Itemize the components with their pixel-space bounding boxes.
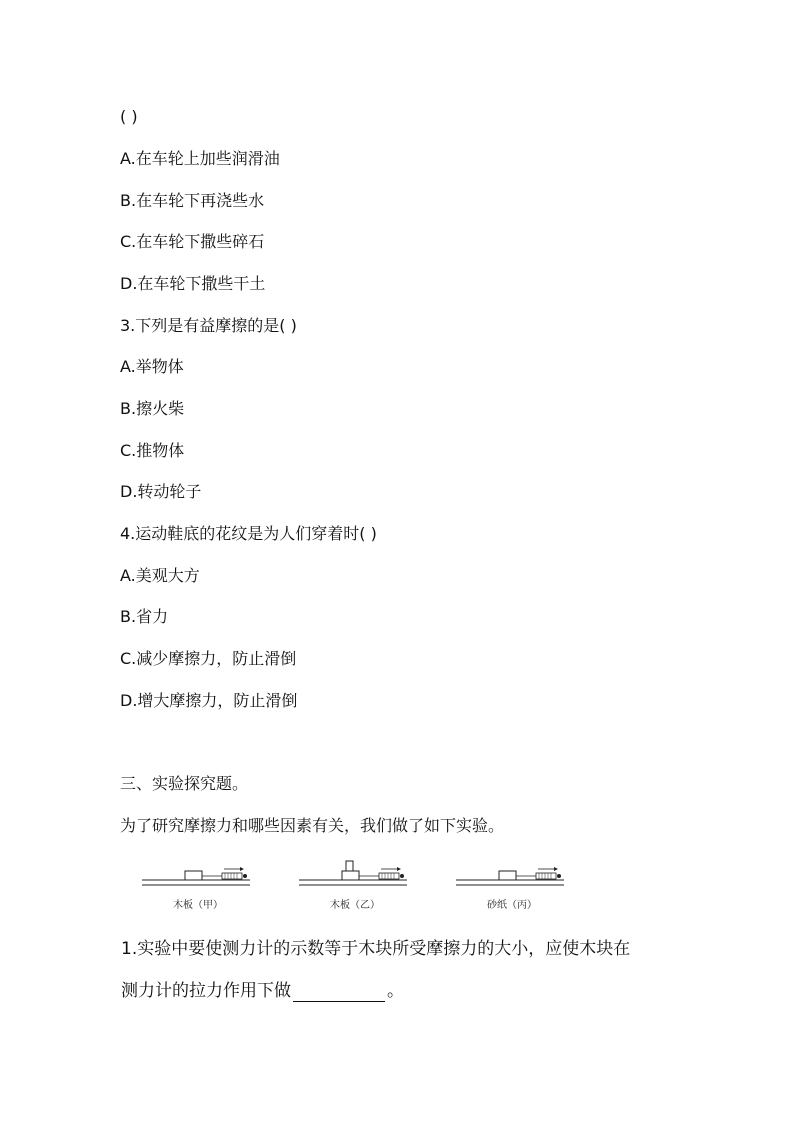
caption-yi: 木板（乙）: [330, 900, 380, 911]
wood-block: [342, 871, 359, 880]
friction-experiment-figure: [140, 854, 570, 918]
caption-jia: 木板（甲）: [173, 900, 223, 911]
q3-option-a: A.举物体: [120, 357, 184, 376]
q2-option-d: D.在车轮下撒些干土: [120, 274, 266, 293]
q4-option-d: D.增大摩擦力，防止滑倒: [120, 691, 298, 710]
q2-option-c: C.在车轮下撒些碎石: [120, 232, 265, 251]
section3-intro: 为了研究摩擦力和哪些因素有关，我们做了如下实验。: [120, 816, 505, 835]
q4-option-c: C.减少摩擦力，防止滑倒: [120, 649, 297, 668]
q1-text-after-blank: 。: [387, 981, 404, 1001]
q2-option-a: A.在车轮上加些润滑油: [120, 149, 280, 168]
q2-answer-bracket: ( ): [120, 107, 138, 126]
setup-jia: [142, 867, 250, 911]
q4-option-b: B.省力: [120, 607, 169, 626]
wood-block: [185, 871, 202, 880]
q2-option-b: B.在车轮下再浇些水: [120, 191, 265, 210]
q1-text-before-blank: 测力计的拉力作用下做: [121, 981, 291, 1001]
setup-yi: [299, 861, 407, 911]
q1-question-line2: [121, 980, 404, 1002]
q3-question: 3.下列是有益摩擦的是( ): [120, 316, 297, 335]
setup-bing: [456, 867, 564, 911]
q3-option-c: C.推物体: [120, 441, 185, 460]
q3-option-b: B.擦火柴: [120, 399, 185, 418]
caption-bing: 砂纸（丙）: [487, 900, 537, 911]
answer-blank[interactable]: [293, 984, 385, 1002]
q3-option-d: D.转动轮子: [120, 482, 202, 501]
q4-question: 4.运动鞋底的花纹是为人们穿着时( ): [120, 524, 377, 543]
q4-option-a: A.美观大方: [120, 566, 200, 585]
wood-block: [499, 871, 516, 880]
section3-title: 三、实验探究题。: [120, 774, 249, 793]
weight-icon: [346, 861, 353, 871]
q1-question-line1: 1.实验中要使测力计的示数等于木块所受摩擦力的大小，应使木块在: [121, 939, 631, 959]
